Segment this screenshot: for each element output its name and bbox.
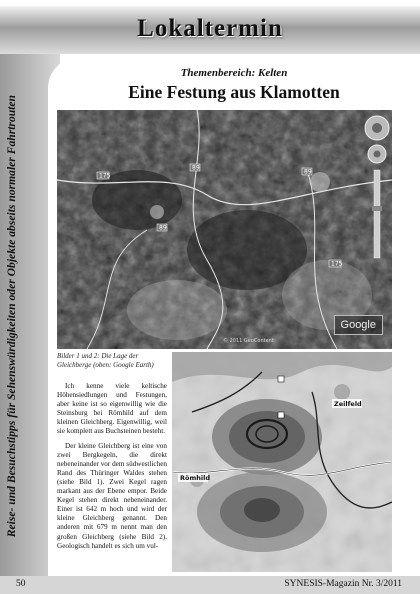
article-body	[57, 382, 167, 551]
topic-line: Themenbereich: Kelten	[180, 67, 288, 79]
article-paragraph: Der kleine Gleichberg ist eine von zwei Bergkegeln, die direkt nebeneinander vor dem südwestlichen Rand des Thüringer Waldes stehen (siehe Bild 1). Zwei Kegel ragen markant aus der Ebene empor. Beide Kegel stehen direkt nebeneinander. Einer ist 642 m hoch und wird der kleine Gleichberg genannt. Den anderen mit 679 m nennt man den großen Gleichberg (siehe Bild 2). Geologisch handelt es sich um vul-	[57, 441, 167, 550]
imagery-copyright: © 2011 GeoContent	[223, 338, 274, 344]
town-label: Römhild	[180, 474, 210, 482]
road-label: 89	[159, 224, 167, 232]
road-label: 89	[304, 168, 312, 176]
satellite-image	[57, 110, 392, 349]
google-logo: Google	[334, 315, 383, 335]
satellite-photo	[57, 110, 392, 349]
page-title: Lokaltermin	[137, 15, 283, 42]
page-number: 50	[16, 579, 26, 589]
road-label: 175	[99, 172, 111, 180]
road-label: 175	[331, 260, 343, 268]
topographic-map	[172, 352, 392, 572]
sidebar-text	[1, 66, 21, 566]
road-label: 89	[192, 164, 200, 172]
issue-label: SYNESIS-Magazin Nr. 3/2011	[284, 579, 402, 589]
article-paragraph: Ich kenne viele keltische Höhensiedlungen und Festungen, aber keine ist so eigenwillig wie die Steinsburg bei Römhild auf dem kleinen Gleichberg. Eigenwillig, weil sie komplett aus Buchsteinen besteht.	[57, 382, 167, 436]
sidebar-text-label: Reise- und Besuchstipps für Sehenswürdigkeiten oder Objekte abseits normaler Fahrtrouten	[4, 94, 18, 538]
map-image	[172, 352, 392, 572]
photo-caption: Bilder 1 und 2: Die Lage der Gleichberge (oben: Google Earth)	[57, 352, 154, 369]
article-headline: Eine Festung aus Klamotten	[128, 82, 340, 102]
town-label: Zeilfeld	[334, 400, 362, 408]
